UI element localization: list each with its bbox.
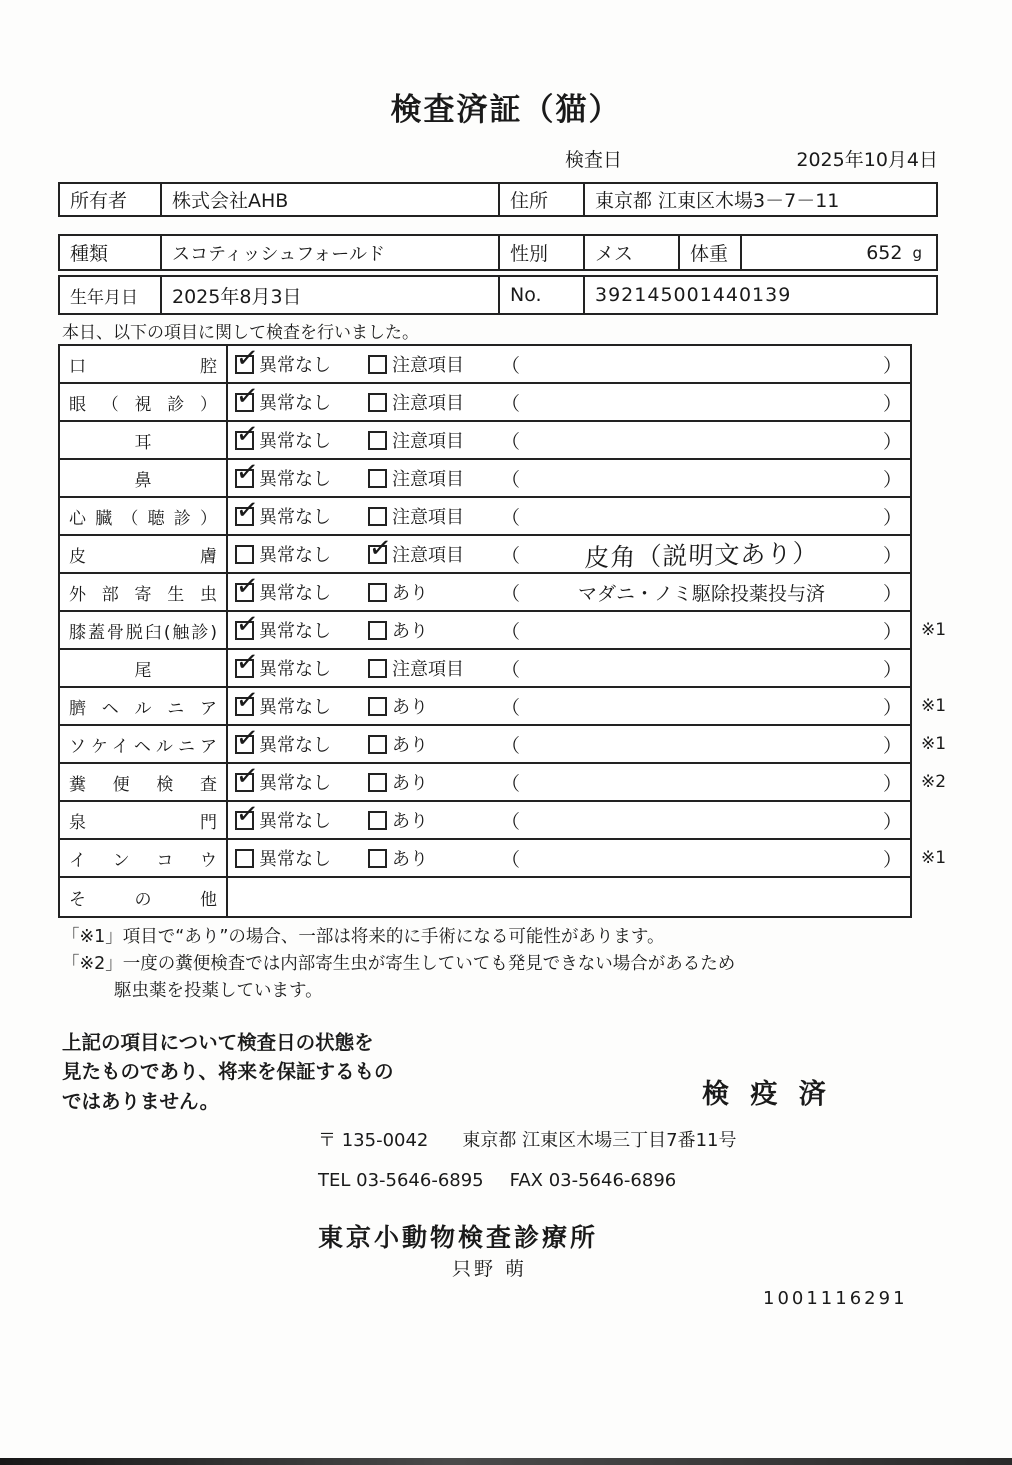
exam-item-name-cell xyxy=(60,764,228,800)
exam-item-content xyxy=(228,759,910,800)
exam-item-content xyxy=(228,683,910,724)
exam-option-1 xyxy=(234,569,368,605)
exam-table-row xyxy=(60,341,910,384)
exam-item-content xyxy=(228,455,910,496)
exam-option-2-label: あり xyxy=(392,849,428,870)
exam-note: 皮角（説明文あり） xyxy=(584,538,819,573)
exam-note-area xyxy=(501,807,910,834)
paren-open: （ xyxy=(501,468,521,491)
exam-table-row xyxy=(60,569,910,612)
owner-address-label: 住所 xyxy=(500,184,585,215)
footnote-mark: ※1 xyxy=(921,620,947,640)
sex-label: 性別 xyxy=(500,236,585,269)
footnote-mark: ※2 xyxy=(921,772,947,792)
exam-item-name-cell xyxy=(60,688,228,724)
exam-option-1 xyxy=(234,797,368,833)
checkmark-icon: ✓ xyxy=(234,455,261,489)
exam-item-name: 鼻 xyxy=(134,470,152,491)
exam-item-name: 外部寄生虫 xyxy=(69,584,217,605)
paren-close: ） xyxy=(882,810,902,833)
postal-code: 〒 135-0042 xyxy=(318,1130,429,1151)
paren-close: ） xyxy=(882,658,902,681)
breed-label: 種類 xyxy=(60,236,162,269)
exam-item-name: ソケイヘルニア xyxy=(69,736,217,757)
paren-close: ） xyxy=(882,696,902,719)
intro-text: 本日、以下の項目に関して検査を行いました。 xyxy=(62,323,419,343)
exam-item-content xyxy=(228,797,910,838)
checkbox-option-1[interactable] xyxy=(234,417,261,451)
exam-table-row xyxy=(60,759,947,802)
paren-open: （ xyxy=(501,810,521,833)
weight-unit: g xyxy=(912,243,922,262)
page-title: 検査済証（猫） xyxy=(390,92,622,128)
paren-open: （ xyxy=(501,354,521,377)
checkbox-option-2[interactable] xyxy=(368,849,387,868)
exam-option-2-label: 注意項目 xyxy=(392,659,464,680)
checkmark-icon: ✓ xyxy=(234,341,261,375)
paren-open: （ xyxy=(501,506,521,529)
weight-value: 652 g xyxy=(866,241,922,264)
checkbox-option-1[interactable] xyxy=(234,607,261,641)
exam-note-area xyxy=(501,617,910,644)
exam-option-2 xyxy=(368,807,501,833)
exam-option-1-label: 異常なし xyxy=(259,735,331,756)
weight-label: 体重 xyxy=(680,236,742,269)
paren-open: （ xyxy=(501,734,521,757)
checkmark-icon: ✓ xyxy=(234,645,261,679)
birthdate-value: 2025年8月3日 xyxy=(162,277,500,313)
checkbox-option-2[interactable] xyxy=(368,431,387,450)
exam-item-name: 皮膚 xyxy=(69,546,217,567)
breed-value: スコティッシュフォールド xyxy=(162,236,500,269)
checkbox-option-1[interactable] xyxy=(234,645,261,679)
paren-open: （ xyxy=(501,658,521,681)
exam-item-content xyxy=(228,417,910,458)
footnote-mark: ※1 xyxy=(921,734,947,754)
exam-option-1 xyxy=(235,845,368,871)
clinic-tel: TEL 03-5646-6895 xyxy=(318,1170,484,1191)
checkbox-option-1[interactable] xyxy=(234,379,261,413)
exam-option-2 xyxy=(368,731,501,757)
checkbox-option-2[interactable] xyxy=(368,507,387,526)
paren-close: ） xyxy=(882,734,902,757)
checkbox-option-2[interactable] xyxy=(368,735,387,754)
clinic-address-line xyxy=(318,1126,736,1152)
footnote-2: 「※2」一度の糞便検査では内部寄生虫が寄生していても発見できない場合があるため xyxy=(62,954,736,975)
animal-table-row2 xyxy=(58,275,938,315)
paren-open: （ xyxy=(501,582,521,605)
exam-option-2-label: 注意項目 xyxy=(392,393,464,414)
exam-item-name-cell xyxy=(60,840,228,876)
exam-note-area xyxy=(501,655,910,682)
checkmark-icon: ✓ xyxy=(234,759,261,793)
exam-option-2 xyxy=(368,351,501,377)
exam-table-row xyxy=(60,840,947,878)
exam-table-row xyxy=(60,645,910,688)
exam-item-name: 膝蓋骨脱臼(触診) xyxy=(69,622,217,643)
exam-table-row xyxy=(60,417,910,460)
clinic-phone-line xyxy=(318,1170,676,1191)
checkbox-option-2[interactable] xyxy=(368,697,387,716)
exam-item-name-cell xyxy=(60,460,228,496)
owner-address-value: 東京都 江東区木場3－7－11 xyxy=(595,190,840,212)
exam-option-2 xyxy=(368,427,501,453)
checkmark-icon: ✓ xyxy=(234,721,261,755)
footnote-2-cont: 駆虫薬を投薬しています。 xyxy=(114,981,323,1002)
serial-number: 1001116291 xyxy=(763,1288,908,1309)
exam-item-name-cell xyxy=(60,536,228,572)
paren-close: ） xyxy=(882,430,902,453)
checkbox-option-1[interactable] xyxy=(234,683,261,717)
inspection-date-row xyxy=(565,145,938,172)
exam-option-1-label: 異常なし xyxy=(259,469,331,490)
exam-option-1 xyxy=(234,341,368,377)
exam-option-1-label: 異常なし xyxy=(259,507,331,528)
exam-option-2-label: 注意項目 xyxy=(392,355,464,376)
disclaimer-line-1: 上記の項目について検査日の状態を xyxy=(62,1031,374,1054)
clinic-address: 東京都 江東区木場三丁目7番11号 xyxy=(462,1130,737,1151)
exam-option-1-label: 異常なし xyxy=(259,621,331,642)
exam-table-row xyxy=(60,721,947,764)
exam-item-content xyxy=(228,493,910,534)
exam-option-1 xyxy=(234,607,368,643)
checkbox-option-1[interactable] xyxy=(234,455,261,489)
paren-open: （ xyxy=(501,848,521,871)
veterinarian-name: 只野 萌 xyxy=(452,1258,528,1280)
exam-option-2 xyxy=(368,503,501,529)
exam-item-content xyxy=(228,531,910,573)
footnote-mark: ※1 xyxy=(921,848,947,868)
exam-note-area xyxy=(501,731,910,758)
exam-option-2 xyxy=(368,693,501,719)
exam-option-1 xyxy=(234,417,368,453)
checkbox-option-2[interactable] xyxy=(368,393,387,412)
checkmark-icon: ✓ xyxy=(234,493,261,527)
exam-option-1-label: 異常なし xyxy=(259,393,331,414)
exam-item-name: 糞便検査 xyxy=(69,774,217,795)
footnotes xyxy=(62,924,735,1005)
exam-option-2-label: 注意項目 xyxy=(392,545,464,566)
exam-note-area xyxy=(501,845,910,872)
exam-table-row xyxy=(60,493,910,536)
owner-table xyxy=(58,182,938,217)
exam-option-1-label: 異常なし xyxy=(259,583,331,604)
exam-table-row xyxy=(60,607,947,650)
exam-option-2-label: あり xyxy=(392,621,428,642)
exam-item-content xyxy=(228,645,910,686)
exam-note-area xyxy=(501,769,910,796)
checkbox-option-2[interactable] xyxy=(368,811,387,830)
paren-close: ） xyxy=(882,772,902,795)
paren-open: （ xyxy=(501,430,521,453)
exam-option-1-label: 異常なし xyxy=(259,811,331,832)
quarantine-stamp: 検 疫 済 xyxy=(702,1079,832,1110)
exam-item-name-cell xyxy=(60,650,228,686)
exam-item-name: 尾 xyxy=(134,660,152,681)
exam-option-2 xyxy=(368,389,501,415)
exam-item-name: その他 xyxy=(69,889,217,910)
exam-option-2-label: 注意項目 xyxy=(392,469,464,490)
no-value: 392145001440139 xyxy=(595,284,792,306)
exam-option-1 xyxy=(234,455,368,491)
exam-item-name-cell xyxy=(60,422,228,458)
exam-note-area xyxy=(501,503,910,530)
checkbox-option-1[interactable] xyxy=(234,797,261,831)
no-label: No. xyxy=(500,277,585,313)
exam-note-area xyxy=(501,427,910,454)
exam-option-1 xyxy=(234,493,368,529)
exam-option-1-label: 異常なし xyxy=(259,659,331,680)
paren-open: （ xyxy=(501,392,521,415)
exam-note-area xyxy=(501,389,910,416)
exam-item-name-cell xyxy=(60,878,228,916)
scan-edge-artifact xyxy=(0,1458,1012,1465)
exam-table-row xyxy=(60,878,910,916)
exam-table-row xyxy=(60,531,910,574)
owner-value: 株式会社AHB xyxy=(162,184,500,215)
exam-option-2 xyxy=(368,617,501,643)
exam-item-name: 眼（視診） xyxy=(69,394,217,415)
exam-option-2 xyxy=(368,769,501,795)
checkmark-icon: ✓ xyxy=(234,379,261,413)
paren-close: ） xyxy=(882,392,902,415)
paren-open: （ xyxy=(501,620,521,643)
exam-option-2-label: あり xyxy=(392,811,428,832)
exam-option-1-label: 異常なし xyxy=(259,697,331,718)
clinic-name: 東京小動物検査診療所 xyxy=(318,1223,599,1252)
checkbox-option-2[interactable] xyxy=(368,659,387,678)
exam-option-2-label: あり xyxy=(392,697,428,718)
checkbox-option-1[interactable] xyxy=(234,759,261,793)
exam-option-2-label: 注意項目 xyxy=(392,431,464,452)
disclaimer-line-2: 見たものであり、将来を保証するもの xyxy=(62,1060,394,1084)
sex-value: メス xyxy=(585,236,680,269)
exam-option-2-label: あり xyxy=(392,773,428,794)
paren-close: ） xyxy=(882,848,902,871)
checkbox-option-1[interactable] xyxy=(235,545,254,564)
exam-option-1 xyxy=(234,645,368,681)
exam-item-content xyxy=(228,878,910,916)
exam-note-area xyxy=(501,536,910,572)
paren-open: （ xyxy=(501,772,521,795)
exam-item-name-cell xyxy=(60,384,228,420)
exam-option-2 xyxy=(367,531,501,567)
exam-item-name: インコウ xyxy=(69,850,217,871)
exam-item-content xyxy=(228,840,910,876)
clinic-fax: FAX 03-5646-6896 xyxy=(509,1170,677,1191)
exam-item-content xyxy=(228,341,910,382)
exam-option-1 xyxy=(234,759,368,795)
checkmark-icon: ✓ xyxy=(367,531,394,565)
exam-item-name: 臍ヘルニア xyxy=(69,698,217,719)
exam-item-name-cell xyxy=(60,346,228,382)
exam-item-name-cell xyxy=(60,498,228,534)
exam-option-1 xyxy=(234,721,368,757)
exam-option-2 xyxy=(368,845,501,871)
exam-item-name-cell xyxy=(60,612,228,648)
checkbox-option-1[interactable] xyxy=(235,849,254,868)
checkbox-option-2[interactable] xyxy=(368,773,387,792)
exam-option-1 xyxy=(234,683,368,719)
checkmark-icon: ✓ xyxy=(234,417,261,451)
birthdate-label: 生年月日 xyxy=(60,277,162,313)
exam-note-area xyxy=(501,351,910,378)
exam-table xyxy=(58,341,947,918)
exam-note-area xyxy=(501,693,910,720)
owner-label: 所有者 xyxy=(60,184,162,215)
checkmark-icon: ✓ xyxy=(234,569,261,603)
exam-option-1-label: 異常なし xyxy=(259,849,331,870)
exam-option-2-label: あり xyxy=(392,735,428,756)
paren-close: ） xyxy=(882,506,902,529)
exam-item-name-cell xyxy=(60,802,228,838)
paren-close: ） xyxy=(882,620,902,643)
exam-note: マダニ・ノミ駆除投薬投与済 xyxy=(577,582,825,605)
disclaimer-line-3: ではありません。 xyxy=(62,1089,220,1113)
exam-option-1-label: 異常なし xyxy=(259,545,331,566)
paren-open: （ xyxy=(501,696,521,719)
exam-note-area xyxy=(501,579,910,606)
exam-table-row xyxy=(60,379,910,422)
exam-option-1 xyxy=(235,541,368,567)
exam-note-area xyxy=(501,465,910,492)
checkmark-icon: ✓ xyxy=(234,797,261,831)
exam-item-name-cell xyxy=(60,726,228,762)
checkbox-option-2[interactable] xyxy=(368,583,387,602)
paren-close: ） xyxy=(882,468,902,491)
exam-option-2 xyxy=(368,579,501,605)
inspection-date-label: 検査日 xyxy=(565,149,623,171)
exam-item-name-cell xyxy=(60,574,228,610)
exam-option-2 xyxy=(368,465,501,491)
exam-option-2 xyxy=(368,655,501,681)
exam-option-1 xyxy=(234,379,368,415)
checkbox-option-1[interactable] xyxy=(234,569,261,603)
checkbox-option-2[interactable] xyxy=(368,469,387,488)
exam-item-name: 泉門 xyxy=(69,812,217,833)
exam-item-content xyxy=(228,607,910,648)
checkbox-option-2[interactable] xyxy=(367,531,394,565)
footnote-mark: ※1 xyxy=(921,696,947,716)
exam-table-row xyxy=(60,797,910,840)
inspection-date-value: 2025年10月4日 xyxy=(796,149,938,171)
exam-option-1-label: 異常なし xyxy=(259,431,331,452)
paren-close: ） xyxy=(882,354,902,377)
checkbox-option-2[interactable] xyxy=(368,621,387,640)
animal-table-row1 xyxy=(58,234,938,271)
exam-option-1-label: 異常なし xyxy=(259,773,331,794)
checkbox-option-2[interactable] xyxy=(368,355,387,374)
exam-item-content xyxy=(228,569,910,610)
exam-option-1-label: 異常なし xyxy=(259,355,331,376)
exam-item-name: 耳 xyxy=(134,432,152,453)
checkbox-option-1[interactable] xyxy=(234,493,261,527)
exam-item-name: 心臓（聴診） xyxy=(69,508,217,529)
checkmark-icon: ✓ xyxy=(234,683,261,717)
exam-table-row xyxy=(60,455,910,498)
footnote-1: 「※1」項目で“あり”の場合、一部は将来的に手術になる可能性があります。 xyxy=(62,927,665,947)
exam-item-content xyxy=(228,379,910,420)
exam-item-content xyxy=(228,721,910,762)
checkbox-option-1[interactable] xyxy=(234,721,261,755)
paren-close: ） xyxy=(882,582,902,605)
checkmark-icon: ✓ xyxy=(234,607,261,641)
exam-option-2-label: あり xyxy=(392,583,428,604)
checkbox-option-1[interactable] xyxy=(234,341,261,375)
exam-option-2-label: 注意項目 xyxy=(392,507,464,528)
paren-open: （ xyxy=(501,544,521,567)
paren-close: ） xyxy=(882,544,902,567)
exam-table-row xyxy=(60,683,947,726)
exam-item-name: 口腔 xyxy=(69,356,217,377)
disclaimer xyxy=(62,1028,394,1116)
